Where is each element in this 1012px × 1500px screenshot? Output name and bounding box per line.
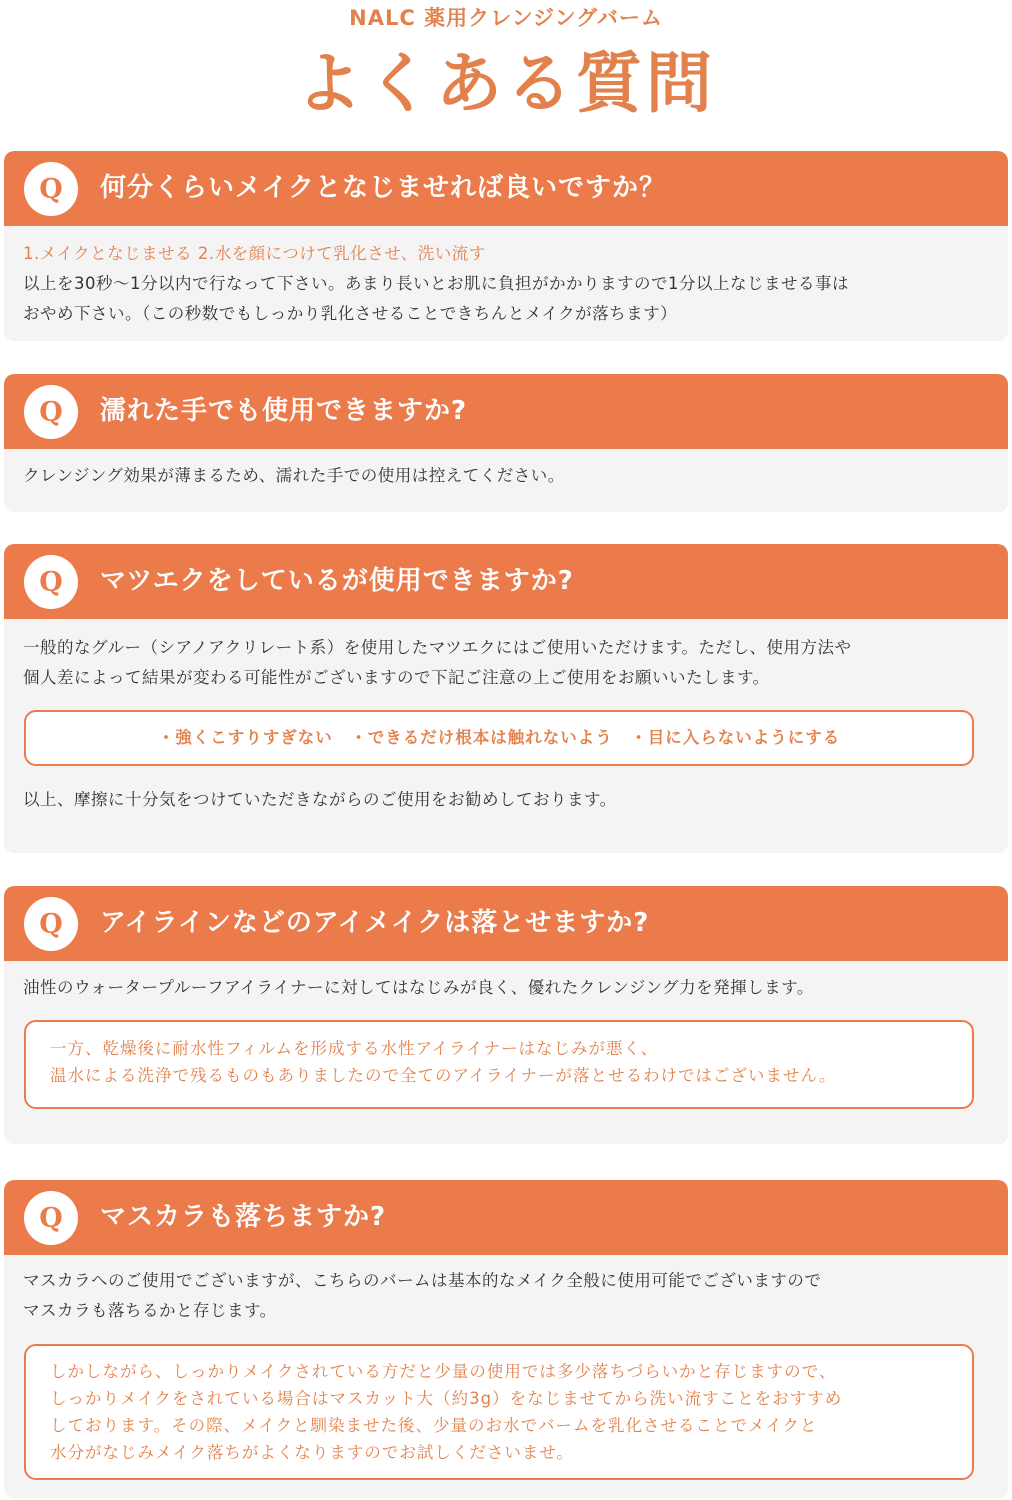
question-text: 濡れた手でも使用できますか?	[100, 396, 468, 426]
question-text: アイラインなどのアイメイクは落とせますか?	[100, 908, 650, 938]
q-badge-icon: Q	[24, 897, 78, 951]
faq-card-5	[4, 1180, 1008, 1498]
caution-text: しかしながら、しっかりメイクされている方だと少量の使用では多少落ちづらいかと存じますので、	[50, 1362, 837, 1381]
question-bar	[4, 1180, 1008, 1255]
question-text: マスカラも落ちますか?	[100, 1202, 387, 1232]
caution-text: 温水による洗浄で残るものもありましたので全てのアイライナーが落とせるわけではございません。	[50, 1066, 837, 1085]
page-title: よくある質問	[296, 44, 716, 122]
caution-box	[24, 1344, 974, 1480]
answer-line: 油性のウォータープルーフアイライナーに対してはなじみが良く、優れたクレンジング力を発揮します。	[23, 978, 814, 997]
answer-line: 一般的なグルー（シアノアクリレート系）を使用したマツエクにはご使用いただけます。ただし、使用方法や	[23, 638, 852, 657]
answer-line: マスカラへのご使用でございますが、こちらのバームは基本的なメイク全般に使用可能でございますので	[23, 1271, 822, 1290]
answer-line: クレンジング効果が薄まるため、濡れた手での使用は控えてください。	[23, 466, 565, 485]
answer-line: おやめ下さい。（この秒数でもしっかり乳化させることできちんとメイクが落ちます）	[23, 304, 678, 323]
answer-line: 以上、摩擦に十分気をつけていただきながらのご使用をお勧めしております。	[23, 790, 617, 809]
answer-steps: 1.メイクとなじませる 2.水を顔につけて乳化させ、洗い流す	[23, 244, 486, 263]
answer-line: 以上を30秒〜1分以内で行なって下さい。あまり長いとお肌に負担がかかりますので1分以上なじませる事は	[23, 274, 849, 293]
question-text: 何分くらいメイクとなじませれば良いですか？	[100, 173, 666, 203]
question-bar	[4, 544, 1008, 619]
faq-card-4	[4, 886, 1008, 1144]
faq-card-2	[4, 374, 1008, 512]
caution-text: ・強くこすりすぎない ・できるだけ根本は触れないよう ・目に入らないようにする	[157, 728, 841, 747]
question-bar	[4, 886, 1008, 961]
answer-line: 個人差によって結果が変わる可能性がございますので下記ご注意の上ご使用をお願いいたします。	[23, 668, 770, 687]
faq-card-1	[4, 151, 1008, 341]
q-badge-icon: Q	[24, 555, 78, 609]
caution-text: しっかりメイクをされている場合はマスカット大（約3g）をなじませてから洗い流すことをおすすめ	[50, 1389, 843, 1408]
question-bar	[4, 374, 1008, 449]
q-badge-icon: Q	[24, 1191, 78, 1245]
caution-text: しております。その際、メイクと馴染ませた後、少量のお水でバームを乳化させることでメイクと	[50, 1416, 818, 1435]
q-badge-icon: Q	[24, 385, 78, 439]
question-bar	[4, 151, 1008, 226]
caution-text: 一方、乾燥後に耐水性フィルムを形成する水性アイライナーはなじみが悪く、	[50, 1039, 659, 1058]
caution-box	[24, 710, 974, 766]
answer-line: マスカラも落ちるかと存じます。	[23, 1301, 277, 1320]
caution-text: 水分がなじみメイク落ちがよくなりますのでお試しくださいませ。	[50, 1443, 574, 1462]
caution-box	[24, 1020, 974, 1109]
q-badge-icon: Q	[24, 162, 78, 216]
product-subtitle: NALC 薬用クレンジングバーム	[349, 6, 663, 30]
faq-card-3	[4, 544, 1008, 853]
question-text: マツエクをしているが使用できますか?	[100, 566, 574, 596]
